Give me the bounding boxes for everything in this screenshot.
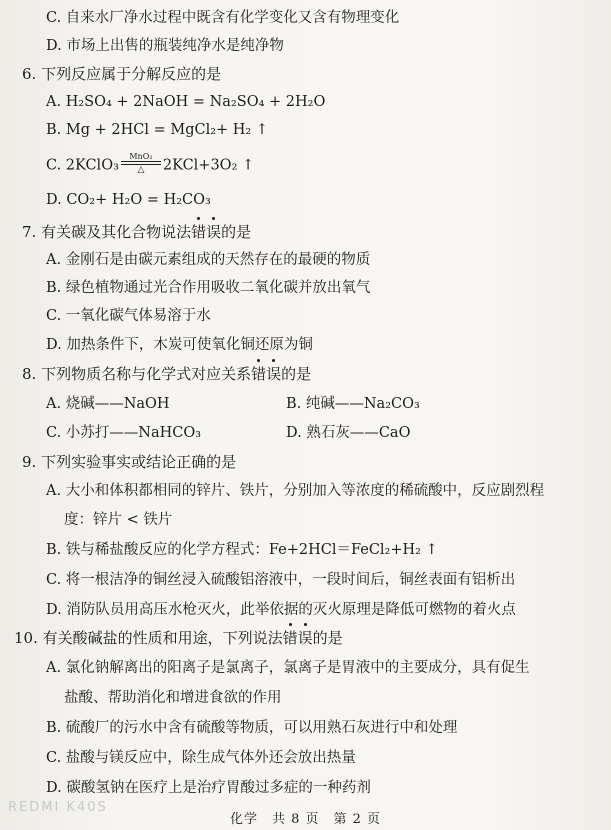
q6-option-b-eq: Mg + 2HCl = MgCl₂+ H₂ ↑	[65, 122, 268, 138]
condition-catalyst: MnO₂	[129, 152, 153, 161]
q8-stem	[22, 364, 311, 384]
q6-option-c-left: 2KClO₃	[65, 157, 119, 174]
q7-stem	[22, 222, 251, 242]
q6-option-b-label: B.	[46, 122, 66, 138]
q10-option-a-line1: A. 氯化钠解离出的阳离子是氯离子，氯离子是胃液中的主要成分，具有促生	[46, 660, 530, 676]
q10-option-a-line2: 盐酸、帮助消化和增进食欲的作用	[64, 690, 282, 706]
q10-stem	[14, 628, 343, 648]
q8-option-a: A. 烧碱——NaOH	[46, 396, 170, 412]
q10-option-b: B. 硫酸厂的污水中含有硫酸等物质，可以用熟石灰进行中和处理	[46, 720, 458, 736]
q10-option-c: C. 盐酸与镁反应中，除生成气体外还会放出热量	[46, 750, 356, 766]
q6-option-a	[46, 92, 325, 112]
emphasis-char: 错	[191, 223, 207, 241]
emphasis-char: 误	[266, 365, 282, 383]
q10-stem-post: 的是	[312, 629, 343, 647]
q6-stem: 6. 下列反应属于分解反应的是	[22, 65, 222, 83]
camera-watermark: REDMI K40S	[8, 800, 108, 815]
emphasis-char: 错	[251, 365, 267, 383]
emphasis-char: 错	[282, 629, 298, 647]
reaction-condition	[121, 152, 161, 175]
q8-stem-post: 的是	[281, 365, 312, 383]
q6-option-c-label: C.	[46, 157, 66, 174]
q5-option-c: C. 自来水厂净水过程中既含有化学变化又含有物理变化	[46, 10, 400, 26]
q6-option-d-label: D.	[46, 192, 67, 208]
q8-option-d: D. 熟石灰——CaO	[286, 425, 411, 441]
q9-option-a-line1: A. 大小和体积都相同的锌片、铁片，分别加入等浓度的稀硫酸中，反应剧烈程	[46, 483, 545, 499]
q7-option-a: A. 金刚石是由碳元素组成的天然存在的最硬的物质	[46, 252, 371, 268]
q6-option-d-eq: CO₂+ H₂O = H₂CO₃	[66, 192, 211, 208]
q7-stem-pre: 7. 有关碳及其化合物说法	[22, 223, 192, 241]
emphasis-char: 误	[206, 223, 222, 241]
q8-stem-pre: 8. 下列物质名称与化学式对应关系	[22, 365, 252, 383]
q6-option-a-eq: H₂SO₄ + 2NaOH = Na₂SO₄ + 2H₂O	[65, 94, 326, 110]
q7-stem-emphasis	[191, 223, 221, 241]
q10-stem-pre: 10. 有关酸碱盐的性质和用途，下列说法	[14, 629, 283, 647]
q7-option-c: C. 一氧化碳气体易溶于水	[46, 308, 211, 324]
q7-stem-post: 的是	[221, 223, 252, 241]
q6-option-c	[46, 154, 254, 177]
q7-option-d: D. 加热条件下，木炭可使氧化铜还原为铜	[46, 337, 313, 353]
q6-option-a-label: A.	[46, 94, 66, 110]
q7-option-b: B. 绿色植物通过光合作用吸收二氧化碳并放出氧气	[46, 280, 371, 296]
q8-option-c: C. 小苏打——NaHCO₃	[46, 425, 202, 441]
q9-option-d: D. 消防队员用高压水枪灭火，此举依据的灭火原理是降低可燃物的着火点	[46, 602, 516, 618]
q9-option-c: C. 将一根洁净的铜丝浸入硫酸铝溶液中，一段时间后，铜丝表面有铝析出	[46, 572, 516, 588]
q10-option-d: D. 碳酸氢钠在医疗上是治疗胃酸过多症的一种药剂	[46, 780, 371, 796]
q9-stem: 9. 下列实验事实或结论正确的是	[22, 453, 237, 471]
emphasis-char: 误	[297, 629, 313, 647]
q10-stem-emphasis	[283, 629, 313, 647]
q8-option-b: B. 纯碱——Na₂CO₃	[286, 396, 420, 412]
q8-stem-emphasis	[251, 365, 281, 383]
q6-option-b	[46, 120, 268, 140]
page-footer: 化学 共 8 页 第 2 页	[229, 812, 382, 827]
q6-option-c-right: 2KCl+3O₂ ↑	[162, 157, 255, 174]
q6-option-d	[46, 190, 211, 210]
condition-heat: △	[137, 165, 145, 175]
q9-option-a-line2: 度：锌片 < 铁片	[64, 512, 173, 528]
q9-option-b: B. 铁与稀盐酸反应的化学方程式：Fe+2HCl＝FeCl₂+H₂ ↑	[46, 542, 438, 558]
q5-option-d: D. 市场上出售的瓶装纯净水是纯净物	[46, 38, 284, 54]
